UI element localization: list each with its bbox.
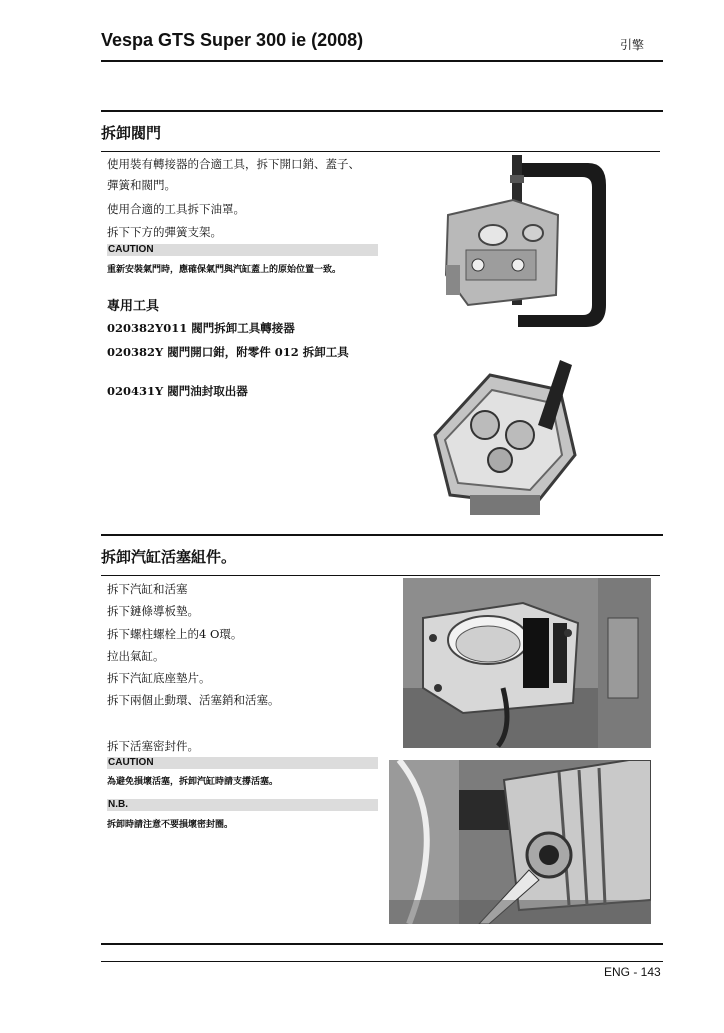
- tool-item-2: 020382Y 閥門開口鉗，附零件 012 拆卸工具: [107, 345, 349, 359]
- document-title: Vespa GTS Super 300 ie (2008): [101, 30, 364, 50]
- section2-line-4: 拉出氣缸。: [107, 649, 165, 663]
- section2-line-5: 拆下汽缸底座墊片。: [107, 671, 211, 685]
- section2-line-1: 拆下汽缸和活塞: [107, 582, 188, 596]
- special-tools-title: 專用工具: [107, 299, 160, 314]
- section1-caution-label: CAUTION: [107, 244, 378, 256]
- section1-line-4: 拆下下方的彈簧支架。: [107, 225, 222, 239]
- section1-title: 拆卸閥門: [101, 124, 162, 142]
- cylinder-photo: [403, 578, 651, 748]
- section1-line-2: 彈簧和閥門。: [107, 178, 176, 192]
- section1-line-3: 使用合適的工具拆下油罩。: [107, 202, 245, 216]
- section1-title-rule: [101, 151, 660, 152]
- footer-rule-bottom: [101, 961, 663, 962]
- section2-title-rule: [101, 575, 660, 576]
- section1-line-1: 使用裝有轉接器的合適工具，拆下開口銷、蓋子、: [107, 157, 360, 171]
- section2-caution-label: CAUTION: [107, 757, 378, 769]
- section2-top-rule: [101, 534, 663, 536]
- section2-nb-label: N.B.: [107, 799, 378, 811]
- page-number: ENG - 143: [604, 965, 661, 979]
- valve-compressor-photo: [438, 155, 610, 335]
- section2-title: 拆卸汽缸活塞組件。: [101, 548, 237, 566]
- tool-item-1: 020382Y011 閥門拆卸工具轉接器: [107, 321, 295, 335]
- footer-rule-top: [101, 943, 663, 945]
- header-rule: [101, 60, 663, 62]
- oil-seal-remover-photo: [430, 355, 582, 520]
- section2-line-6: 拆下兩個止動環、活塞銷和活塞。: [107, 693, 280, 707]
- piston-photo: [389, 760, 651, 924]
- section1-caution-text: 重新安裝氣門時，應確保氣門與汽缸蓋上的原始位置一致。: [107, 265, 342, 275]
- section2-caution-text: 為避免損壞活塞，拆卸汽缸時請支撐活塞。: [107, 777, 279, 787]
- section2-line-7: 拆下活塞密封件。: [107, 739, 199, 753]
- section1-top-rule: [101, 110, 663, 112]
- section2-nb-text: 拆卸時請注意不要損壞密封圈。: [107, 820, 234, 830]
- tool-item-3: 020431Y 閥門油封取出器: [107, 384, 248, 398]
- section2-line-2: 拆下鏈條導板墊。: [107, 604, 199, 618]
- section-name: 引擎: [620, 38, 645, 52]
- section2-line-3: 拆下螺柱螺栓上的4 O環。: [107, 627, 243, 641]
